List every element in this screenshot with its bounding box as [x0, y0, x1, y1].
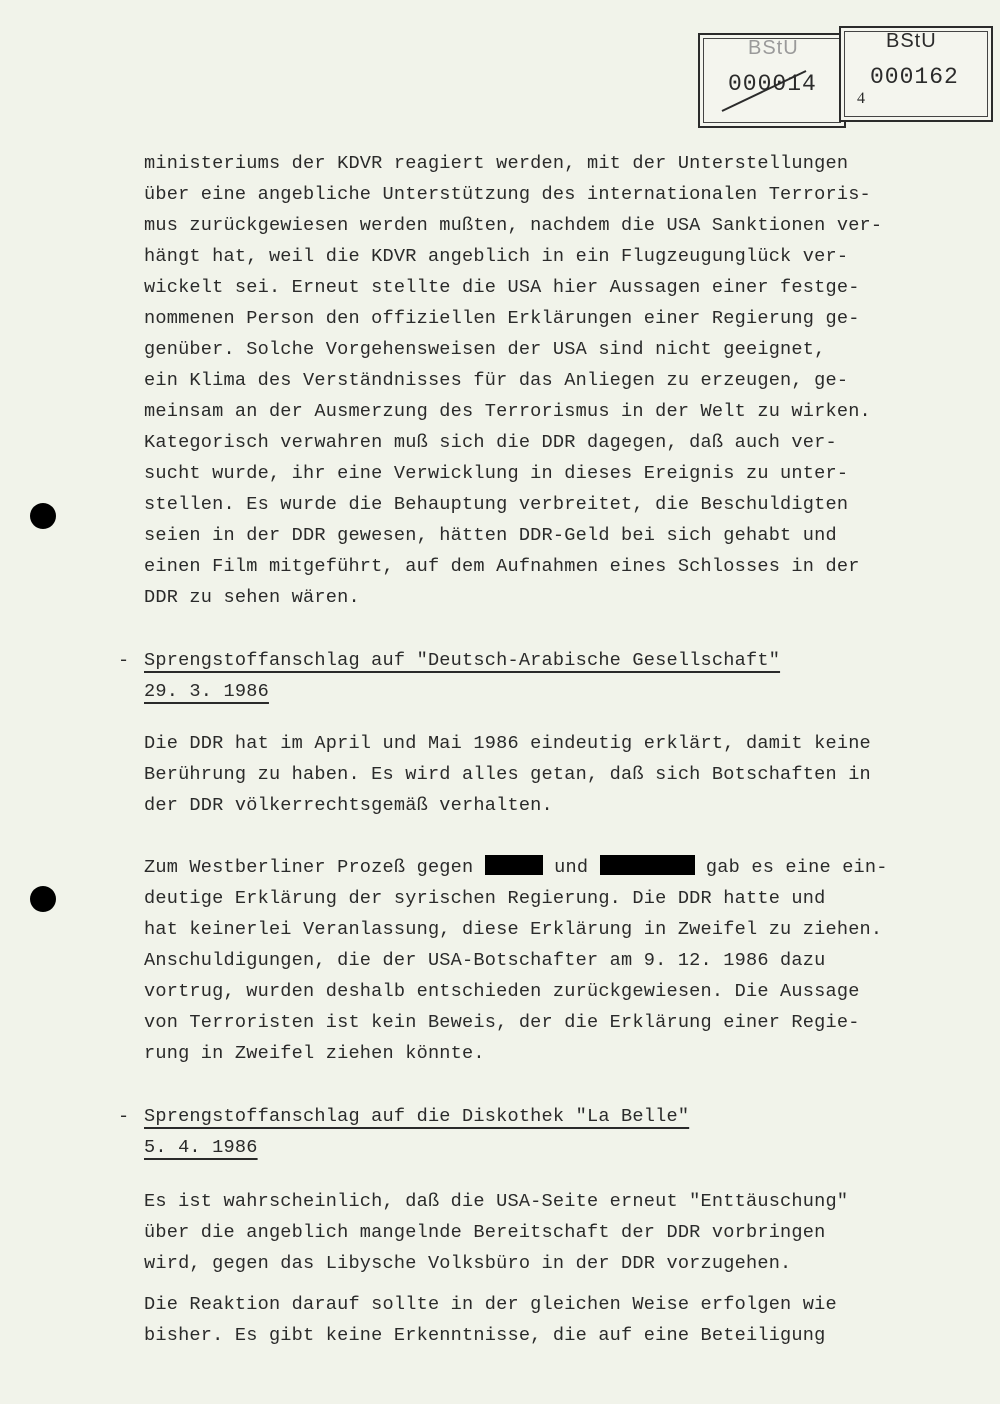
- text-line: über eine angebliche Unterstützung des internationalen Terroris-: [144, 184, 871, 205]
- text-line: einen Film mitgeführt, auf dem Aufnahmen eines Schlosses in der: [144, 556, 860, 577]
- bullet-dash: -: [118, 650, 130, 671]
- text-line: mus zurückgewiesen werden mußten, nachdem die USA Sanktionen ver-: [144, 215, 883, 236]
- redaction-block: [600, 855, 695, 875]
- text-line: über die angeblich mangelnde Bereitschaft der DDR vorbringen: [144, 1222, 826, 1243]
- punch-hole: [30, 503, 56, 529]
- text-line: vortrug, wurden deshalb entschieden zurückgewiesen. Die Aussage: [144, 981, 860, 1002]
- text-line: bisher. Es gibt keine Erkenntnisse, die auf eine Beteiligung: [144, 1325, 826, 1346]
- heading-date: 5. 4. 1986: [144, 1137, 258, 1158]
- stamp-label: BStU: [748, 37, 799, 59]
- text-line: Kategorisch verwahren muß sich die DDR dagegen, daß auch ver-: [144, 432, 837, 453]
- text-fragment: und: [542, 857, 600, 878]
- text-line: ministeriums der KDVR reagiert werden, mit der Unterstellungen: [144, 153, 849, 174]
- archive-stamp-old: [698, 33, 846, 128]
- text-line: Die Reaktion darauf sollte in der gleichen Weise erfolgen wie: [144, 1294, 837, 1315]
- text-line: wird, gegen das Libysche Volksbüro in der DDR vorzugehen.: [144, 1253, 792, 1274]
- text-line: Die DDR hat im April und Mai 1986 eindeutig erklärt, damit keine: [144, 733, 871, 754]
- text-line: wickelt sei. Erneut stellte die USA hier Aussagen einer festge-: [144, 277, 860, 298]
- stamp-number: 000162: [870, 64, 959, 90]
- text-line: seien in der DDR gewesen, hätten DDR-Geld bei sich gehabt und: [144, 525, 837, 546]
- text-line: hat keinerlei Veranlassung, diese Erklärung in Zweifel zu ziehen.: [144, 919, 883, 940]
- strike-through-mark: [720, 65, 810, 115]
- text-line: rung in Zweifel ziehen könnte.: [144, 1043, 485, 1064]
- bullet-dash: -: [118, 1106, 130, 1127]
- text-fragment: Zum Westberliner Prozeß gegen: [144, 857, 485, 878]
- stamp-label: BStU: [886, 30, 937, 52]
- text-fragment: gab es eine ein-: [694, 857, 888, 878]
- archive-stamp: [839, 26, 993, 122]
- text-line: hängt hat, weil die KDVR angeblich in ein Flugzeugunglück ver-: [144, 246, 849, 267]
- text-line: nommenen Person den offiziellen Erklärungen einer Regierung ge-: [144, 308, 860, 329]
- text-line: deutige Erklärung der syrischen Regierung. Die DDR hatte und: [144, 888, 826, 909]
- text-line: Berührung zu haben. Es wird alles getan, daß sich Botschaften in: [144, 764, 871, 785]
- text-line: sucht wurde, ihr eine Verwicklung in dieses Ereignis zu unter-: [144, 463, 849, 484]
- punch-hole: [30, 886, 56, 912]
- stamp-number: 000014: [728, 71, 817, 97]
- text-line: stellen. Es wurde die Behauptung verbreitet, die Beschuldigten: [144, 494, 849, 515]
- redaction-block: [485, 855, 543, 875]
- text-line-with-redactions: [144, 852, 934, 883]
- heading-title: Sprengstoffanschlag auf die Diskothek "La Belle": [144, 1106, 690, 1127]
- text-line: von Terroristen ist kein Beweis, der die Erklärung einer Regie-: [144, 1012, 860, 1033]
- text-line: Es ist wahrscheinlich, daß die USA-Seite erneut "Enttäuschung": [144, 1191, 849, 1212]
- text-line: ein Klima des Verständnisses für das Anliegen zu erzeugen, ge-: [144, 370, 849, 391]
- text-line: der DDR völkerrechtsgemäß verhalten.: [144, 795, 553, 816]
- text-line: genüber. Solche Vorgehensweisen der USA sind nicht geeignet,: [144, 339, 826, 360]
- stamp-page-number: 4: [857, 90, 865, 107]
- text-line: DDR zu sehen wären.: [144, 587, 360, 608]
- text-line: Anschuldigungen, die der USA-Botschafter am 9. 12. 1986 dazu: [144, 950, 826, 971]
- heading-date: 29. 3. 1986: [144, 681, 269, 702]
- text-line: meinsam an der Ausmerzung des Terrorismus in der Welt zu wirken.: [144, 401, 871, 422]
- heading-title: Sprengstoffanschlag auf "Deutsch-Arabische Gesellschaft": [144, 650, 781, 671]
